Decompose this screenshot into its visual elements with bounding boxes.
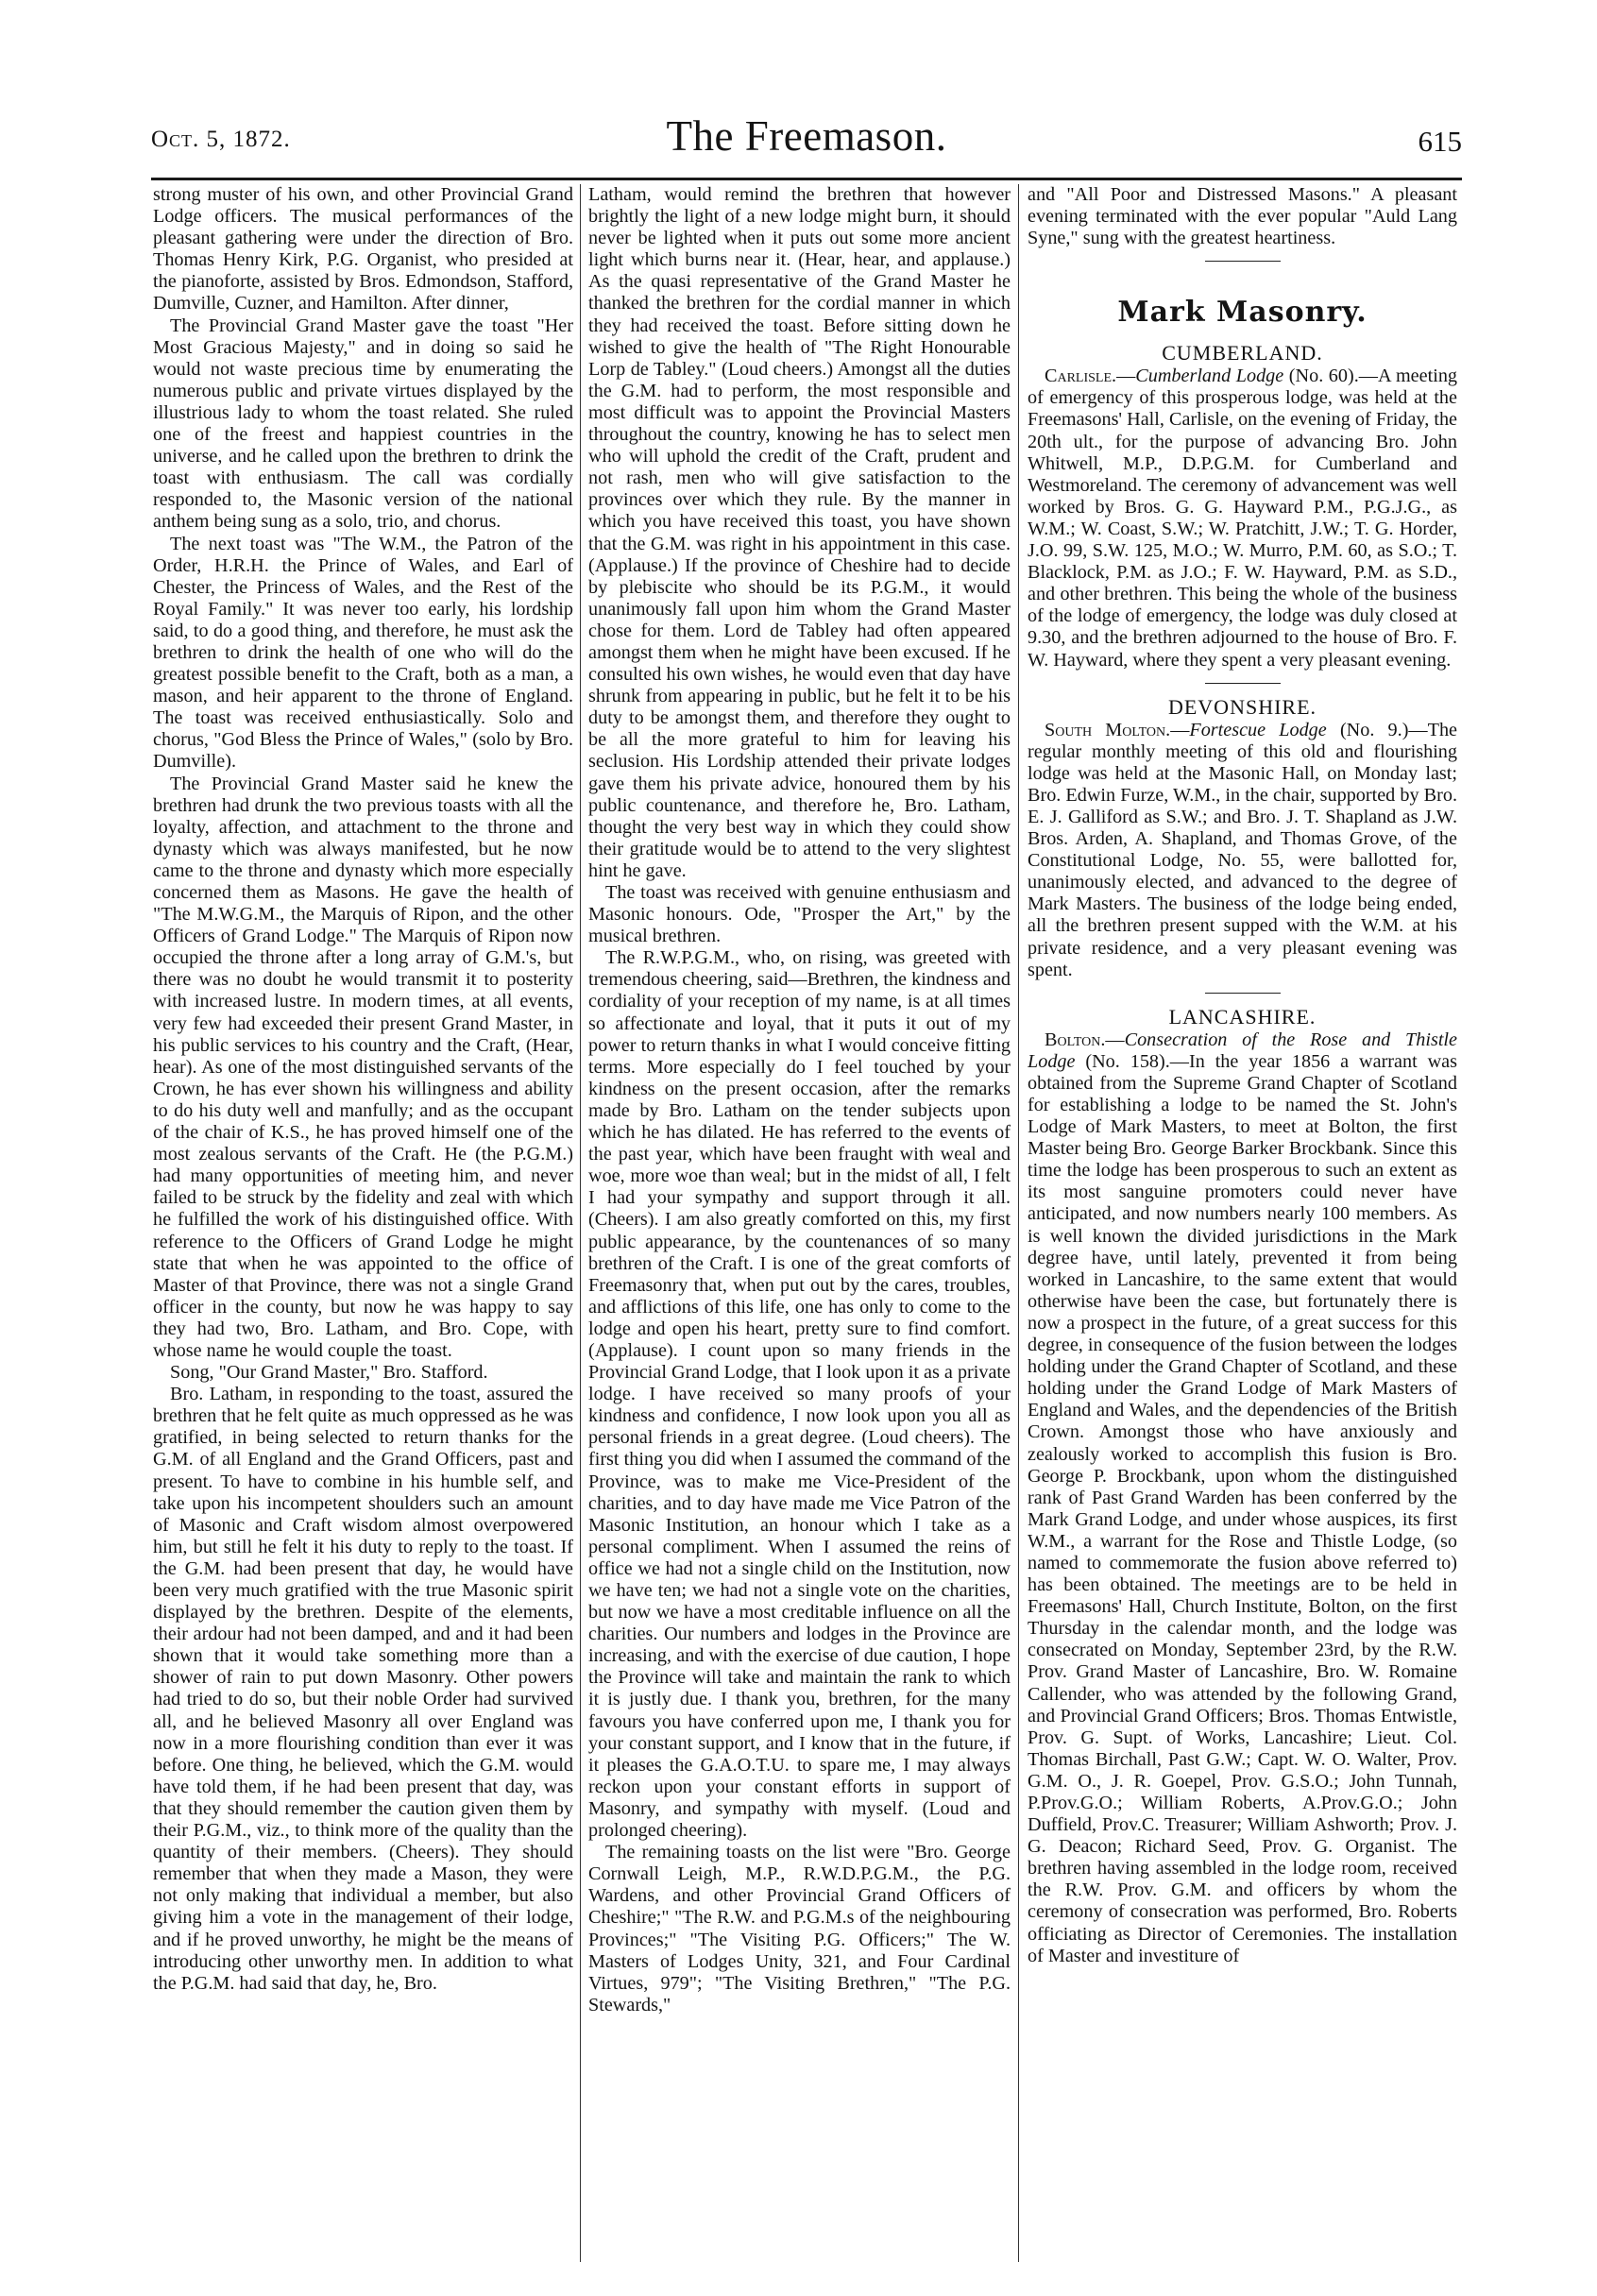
column-divider <box>580 184 581 2262</box>
report-devonshire: South Molton.—Fortescue Lodge (No. 9.)—The regular monthly meeting of this old and flourishing lodge was held at the Masonic Hall, on Monday last; Bro. Edwin Furze, W.M., in the chair, supported by Bro. E. J. Galliford as S.W.; and Bro. J. T. Shapland as J.W. Bros. Arden, A. Shapland, and Thomas Grove, of the Constitutional Lodge, No. 55, were ballotted for, unanimously elected, and advanced to the degree of Mark Masters. The business of the lodge being ended, all the brethren present supped with the W.M. at his private residence, and a very pleasant evening was spent. <box>1028 719 1457 980</box>
report-cumberland: Carlisle.—Cumberland Lodge (No. 60).—A meeting of emergency of this prosperous lodge, was held at the Freemasons' Hall, Carlisle, on the evening of Friday, the 20th ult., for the purpose of advancing Bro. John Whitwell, M.P., D.P.G.M. for Cumberland and Westmoreland. The ceremony of advancement was well worked by Bros. G. G. Hayward P.M., P.G.J.G., as W.M.; W. Coast, S.W.; W. Pratchitt, J.W.; T. G. Horder, J.O. 99, S.W. 125, M.O.; W. Murro, P.M. 60, as S.O.; T. Blacklock, P.M. as J.O.; F. W. Hayward, P.M. as S.D., and other brethren. This being the whole of the business of the lodge of emergency, the lodge was duly closed at 9.30, and the brethren adjourned to the house of Bro. F. W. Hayward, where they spent a very pleasant evening. <box>1028 366 1457 671</box>
column-divider <box>1018 184 1019 2262</box>
lodge-name: Cumberland Lodge <box>1135 366 1284 387</box>
paragraph: Bro. Latham, in responding to the toast, assured the brethren that he felt quite as much oppressed as he was gratified, in being selected to return thanks for the G.M. of all England and the Grand Officers, past and present. To have to combine in his humble self, and take upon his incompetent shoulders such an amount of Masonic and Craft wisdom almost overpowered him, but still he felt it his duty to reply to the toast. If the G.M. had been present that day, he would have been very much gratified with the true Masonic spirit displayed by the brethren. Despite of the elements, their ardour had not been damped, and and it had been shown that it would take something more than a shower of rain to put down Masonry. Other powers had tried to do so, but their noble Order had survived all, and he believed Masonry all over England was now in a more flourishing condition than ever it was before. One thing, he believed, which the G.M. would have told them, if he had been present that day, was that they should remember the caution given them by their P.G.M., viz., to think more of the quality than the quantity of their members. (Cheers). They should remember that when they made a Mason, they were not only making that individual a member, but also giving him a vote in the management of their lodge, and if he proved unworthy, he might be the means of introducing other unworthy men. In addition to what the P.G.M. had said that day, he, Bro. <box>153 1384 573 1994</box>
report-text: —The regular monthly meeting of this old and flourishing lodge was held at the Masonic Hall, on Monday last; Bro. Edwin Furze, W.M., in the chair, supported by Bro. E. J. Galliford as S.W.; and Bro. J. T. Shapland as J.W. Bros. Arden, A. Shapland, and Thomas Grove, of the Constitutional Lodge, No. 55, were ballotted for, unanimously elected, and advanced to the degree of Mark Masters. The business of the lodge being ended, all the brethren present supped with the W.M. at his private residence, and a very pleasant evening was spent. <box>1028 719 1457 980</box>
publication-title: The Freemason. <box>666 112 947 160</box>
column-1 <box>153 184 573 2267</box>
issue-date: Oct. 5, 1872. <box>151 127 291 152</box>
divider <box>1205 261 1281 262</box>
lodge-number: (No. 9.) <box>1339 719 1409 740</box>
place-name: Carlisle. <box>1045 366 1117 387</box>
divider <box>1205 993 1281 994</box>
subheading-lancashire: LANCASHIRE. <box>1168 1004 1317 1029</box>
paragraph: strong muster of his own, and other Provincial Grand Lodge officers. The musical performances of the pleasant gathering were under the direction of Bro. Thomas Henry Kirk, P.G. Organist, who presided at the pianoforte, assisted by Bros. Edmondson, Stafford, Dumville, Cuzner, and Hamilton. After dinner, <box>153 184 573 315</box>
place-name: Bolton. <box>1045 1029 1106 1050</box>
paragraph: The Provincial Grand Master said he knew the brethren had drunk the two previous toasts with all the loyalty, affection, and attachment to the throne and dynasty which was always manifested, but he now came to the throne and dynasty which more especially concerned them as Masons. He gave the health of "The M.W.G.M., the Marquis of Ripon, and the other Officers of Grand Lodge." The Marquis of Ripon now occupied the throne after a long array of G.M.'s, but there was no doubt he would transmit it to posterity with increased lustre. In modern times, at all events, very few had exceeded their present Grand Master, in his public services to his country and the Craft, (Hear, hear). As one of the most distinguished servants of the Crown, he has ever shown his willingness and ability to do his duty well and manfully; and as the occupant of the chair of K.S., he has proved himself one of the most zealous servants of the Craft. He (the P.G.M.) had many opportunities of meeting him, and never failed to be struck by the fidelity and zeal with which he fulfilled the work of his distinguished office. With reference to the Officers of Grand Lodge he might state that when he was appointed to the office of Master of that Province, there was not a single Grand officer in the county, but now he was happy to say they had two, Bro. Latham, and Bro. Cope, with whose name he would couple the toast. <box>153 773 573 1361</box>
header-rule <box>151 178 1462 180</box>
lodge-name: Consecration of the Rose and Thistle Lodge <box>1028 1029 1457 1072</box>
section-heading: Mark Masonry. <box>1117 296 1368 330</box>
divider <box>1205 683 1281 684</box>
paragraph: The R.W.P.G.M., who, on rising, was greeted with tremendous cheering, said—Brethren, the kindness and cordiality of your reception of my name, is at all times so affectionate and loyal, that it puts it out of my power to return thanks in what I would conceive fitting terms. More especially do I feel touched by your kindness on the present occasion, after the remarks made by Bro. Latham on the tender subjects upon which he has dilated. He has referred to the events of the past year, which have been fraught with weal and woe, more woe than weal; but in the midst of all, I felt I had your sympathy and support through it all. (Cheers). I am also greatly comforted on this, my first public appearance, by the countenances of so many brethren of the Craft. I is one of the great comforts of Freemasonry that, when put out by the cares, troubles, and afflictions of this life, one has only to come to the lodge and open his heart, pretty sure to find comfort. (Applause). I count upon so many friends in the Provincial Grand Lodge, that I look upon it as a private lodge. I have received so many proofs of your kindness and confidence, I now look upon you all as personal friends in a great degree. (Loud cheers). The first thing you did when I assumed the command of the Province, was to make me Vice-President of the charities, and to day have made me Vice Patron of the Masonic Institution, an honour which I take as a personal compliment. When I assumed the reins of office we had not a single child on the Institution, now we have ten; we had not a single vote on the charities, but now we have a most creditable influence on all the charities. Our numbers and lodges in the Province are increasing, and with the exercise of due caution, I hope the Province will take and maintain the rank to which it is justly due. I thank you, brethren, for the many favours you have conferred upon me, I thank you for your constant support, and I know that in the future, if it pleases the G.A.O.T.U. to spare me, I may always reckon upon your constant efforts in support of Masonry, and sympathy with myself. (Loud and prolonged cheering). <box>588 947 1011 1842</box>
report-text: —In the year 1856 a warrant was obtained from the Supreme Grand Chapter of Scotland for establishing a lodge to be named the St. John's Lodge of Mark Masters, to meet at Bolton, the first Master being Bro. George Barker Brockbank. Since this time the lodge has been prosperous to such an extent as its most sanguine promoters could never have anticipated, and now numbers nearly 100 members. As is well known the divided jurisdictions in the Mark degree have, until lately, prevented it from being worked in Lancashire, to the same extent that would otherwise have been the case, but fortunately there is now a prospect in the future, of a great success for this degree, in consequence of the fusion between the lodges holding under the Grand Chapter of Scotland, and these holding under the Grand Lodge of Mark Masters of England and Wales, and the dependencies of the British Crown. Amongst those who have anxiously and zealously worked to accomplish this fusion is Bro. George P. Brockbank, upon whom the distinguished rank of Past Grand Warden has been conferred by the Mark Grand Lodge, and under whose auspices, its first W.M., a warrant for the Rose and Thistle Lodge, (so named to commemorate the fusion above referred to) has been obtained. The meetings are to be held in Freemasons' Hall, Church Institute, Bolton, on the first Thursday in the calendar month, and the lodge was consecrated on Monday, September 23rd, by the R.W. Prov. Grand Master of Lancashire, Bro. W. Romaine Callender, who was attended by the following Grand, and Provincial Grand Officers; Bros. Thomas Entwistle, Prov. G. Supt. of Works, Lancashire; Lieut. Col. Thomas Birchall, Past G.W.; Capt. W. O. Walter, Prov. G.M. O., J. R. Goepel, Prov. G.S.O.; John Tunnah, P.Prov.G.O.; William Roberts, A.Prov.G.O.; John Duffield, Prov.C. Treasurer; William Ashworth; Prov. J. G. Deacon; Richard Seed, Prov. G. Organist. The brethren having assembled in the lodge room, received the R.W. Prov. G.M. and officers by whom the ceremony of consecration was performed, Bro. Roberts officiating as Director of Ceremonies. The installation of Master and investiture of <box>1028 1050 1457 1966</box>
paragraph: The Provincial Grand Master gave the toast "Her Most Gracious Majesty," and in doing so said he would not waste precious time by enumerating the numerous public and private virtues displayed by the illustrious lady to whom the toast related. She ruled one of the freest and happiest countries in the universe, and he called upon the brethren to drink the toast with enthusiasm. The call was cordially responded to, the Masonic version of the national anthem being sung as a solo, trio, and chorus. <box>153 315 573 533</box>
place-name: South Molton. <box>1045 719 1171 740</box>
paragraph: The remaining toasts on the list were "Bro. George Cornwall Leigh, M.P., R.W.D.P.G.M., the P.G. Wardens, and other Provincial Grand Officers of Cheshire;" "The R.W. and P.G.M.s of the neighbouring Provinces;" "The Visiting P.G. Officers;" The W. Masters of Lodges Unity, 321, and Four Cardinal Virtues, 979"; "The Visiting Brethren," "The P.G. Stewards," <box>588 1842 1011 2015</box>
report-text: —A meeting of emergency of this prosperous lodge, was held at the Freemasons' Hall, Carlisle, on the evening of Friday, the 20th ult., for the purpose of advancing Bro. John Whitwell, M.P., D.P.G.M. for Cumberland and Westmoreland. The ceremony of advancement was well worked by Bros. G. G. Hayward P.M., P.G.J.G., as W.M.; W. Coast, S.W.; W. Pratchitt, J.W.; T. G. Horder, J.O. 99, S.W. 125, M.O.; W. Murro, P.M. 60, as S.O.; T. Blacklock, P.M. as J.O.; F. W. Hayward, P.M. as S.D., and other brethren. This being the whole of the business of the lodge of emergency, the lodge was duly closed at 9.30, and the brethren adjourned to the house of Bro. F. W. Hayward, where they spent a very pleasant evening. <box>1028 366 1457 671</box>
lodge-number: (No. 158). <box>1085 1050 1170 1072</box>
lodge-name: Fortescue Lodge <box>1189 719 1327 740</box>
paragraph: The next toast was "The W.M., the Patron of the Order, H.R.H. the Prince of Wales, and Earl of Chester, the Princess of Wales, and the Rest of the Royal Family." It was never too early, his lordship said, to do a good thing, and therefore, he must ask the brethren to drink the health of one who will do the greatest possible benefit to the Craft, both as a man, a mason, and heir apparent to the throne of England. The toast was received enthusiastically. Solo and chorus, "God Bless the Prince of Wales," (solo by Bro. Dumville). <box>153 533 573 773</box>
masthead <box>151 111 1462 174</box>
page-number: 615 <box>1418 125 1462 158</box>
paragraph: Latham, would remind the brethren that however brightly the light of a new lodge might burn, it should never be lighted when it puts out some more ancient light which burns near it. (Hear, hear, and applause.) As the quasi representative of the Grand Master he thanked the brethren for the cordial manner in which they had received the toast. Before sitting down he wished to give the health of "The Right Honourable Lorp de Tabley." (Loud cheers.) Amongst all the duties the G.M. had to perform, the most responsible and most difficult was to appoint the Provincial Masters throughout the country, knowing he has to select men who will uphold the credit of the Craft, prudent and not rash, men who will give satisfaction to the provinces over which they rule. By the manner in which you have received this toast, you have shown that the G.M. was right in his appointment in this case. (Applause.) If the province of Cheshire had to decide by plebiscite who should be its P.G.M., it would unanimously fall upon him whom the Grand Master chose for them. Lord de Tabley had often appeared amongst them when he might have been excused. If he consulted his own wishes, he would even that day have shrunk from appearing in public, but he felt it to be his duty to be amongst them, and therefore they ought to be all the more grateful to him for leaving his seclusion. His Lordship attended their private lodges gave them his private advice, honoured them by his public countenance, and therefore he, Bro. Latham, thought the very best way in which they could show their gratitude would be to attend to the very slightest hint he gave. <box>588 184 1011 881</box>
lodge-number: (No. 60). <box>1288 366 1359 387</box>
paragraph: The toast was received with genuine enthusiasm and Masonic honours. Ode, "Prosper the Art," by the musical brethren. <box>588 882 1011 947</box>
column-2 <box>588 184 1011 2267</box>
paragraph: Song, "Our Grand Master," Bro. Stafford. <box>170 1362 488 1384</box>
paragraph: and "All Poor and Distressed Masons." A pleasant evening terminated with the ever popular "Auld Lang Syne," sung with the greatest heartiness. <box>1028 184 1457 249</box>
column-3 <box>1028 184 1457 2267</box>
report-lancashire: Bolton.—Consecration of the Rose and Thistle Lodge (No. 158).—In the year 1856 a warrant was obtained from the Supreme Grand Chapter of Scotland for establishing a lodge to be named the St. John's Lodge of Mark Masters, to meet at Bolton, the first Master being Bro. George Barker Brockbank. Since this time the lodge has been prosperous to such an extent as its most sanguine promoters could never have anticipated, and now numbers nearly 100 members. As is well known the divided jurisdictions in the Mark degree have, until lately, prevented it from being worked in Lancashire, to the same extent that would otherwise have been the case, but fortunately there is now a prospect in the future, of a great success for this degree, in consequence of the fusion between the lodges holding under the Grand Chapter of Scotland, and these holding under the Grand Lodge of Mark Masters of England and Wales, and the dependencies of the British Crown. Amongst those who have anxiously and zealously worked to accomplish this fusion is Bro. George P. Brockbank, upon whom the distinguished rank of Past Grand Warden has been conferred by the Mark Grand Lodge, and under whose auspices, its first W.M., a warrant for the Rose and Thistle Lodge, (so named to commemorate the fusion above referred to) has been obtained. The meetings are to be held in Freemasons' Hall, Church Institute, Bolton, on the first Thursday in the calendar month, and the lodge was consecrated on Monday, September 23rd, by the R.W. Prov. Grand Master of Lancashire, Bro. W. Romaine Callender, who was attended by the following Grand, and Provincial Grand Officers; Bros. Thomas Entwistle, Prov. G. Supt. of Works, Lancashire; Lieut. Col. Thomas Birchall, Past G.W.; Capt. W. O. Walter, Prov. G.M. O., J. R. Goepel, Prov. G.S.O.; John Tunnah, P.Prov.G.O.; William Roberts, A.Prov.G.O.; John Duffield, Prov.C. Treasurer; William Ashworth; Prov. J. G. Deacon; Richard Seed, Prov. G. Organist. The brethren having assembled in the lodge room, received the R.W. Prov. G.M. and officers by whom the ceremony of consecration was performed, Bro. Roberts officiating as Director of Ceremonies. The installation of Master and investiture of <box>1028 1029 1457 1966</box>
subheading-cumberland: CUMBERLAND. <box>1162 341 1323 366</box>
subheading-devonshire: DEVONSHIRE. <box>1167 694 1317 719</box>
